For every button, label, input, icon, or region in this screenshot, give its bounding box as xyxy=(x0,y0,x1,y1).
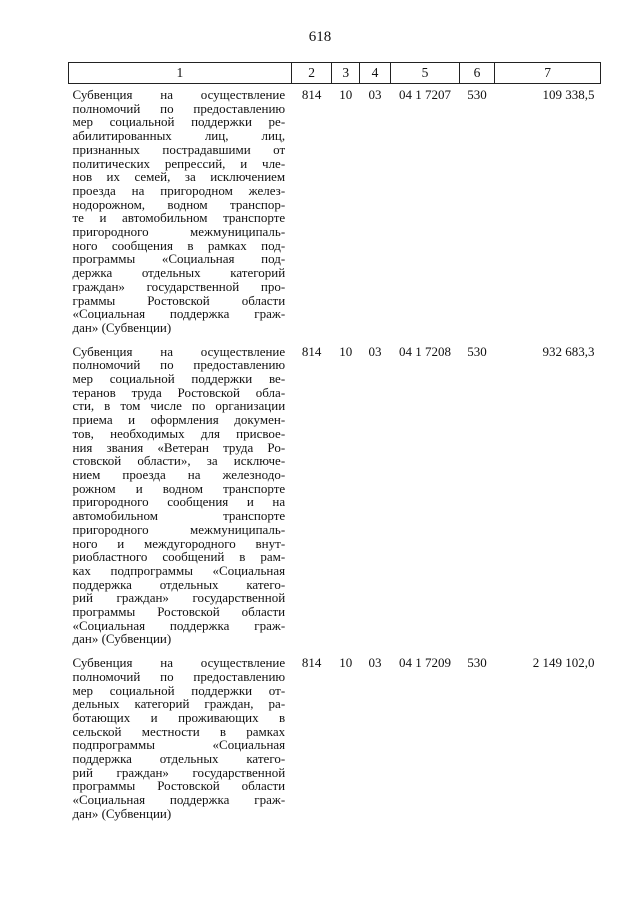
target-article-code: 04 1 7207 xyxy=(398,87,451,102)
description-line: поддержка отдельных катего- xyxy=(72,751,286,767)
description-line: «Социальная поддержка граж- xyxy=(72,617,286,633)
table-row xyxy=(69,84,601,341)
header-col-1: 1 xyxy=(69,63,292,84)
description-line: стовской области», за исключе- xyxy=(72,453,286,469)
description-line: граммы Ростовской области xyxy=(72,292,286,308)
description-line: программы Ростовской области xyxy=(72,778,286,794)
description-line: держка отдельных категорий xyxy=(72,265,286,281)
target-article-code: 04 1 7209 xyxy=(398,655,451,671)
ministry-code: 814 xyxy=(301,87,322,102)
description-line: признанных пострадавшими от xyxy=(72,141,286,157)
section-code: 10 xyxy=(339,655,353,671)
description-line: дан» (Субвенции) xyxy=(72,631,172,647)
row-description xyxy=(69,341,292,652)
description-line: Субвенция на осуществление xyxy=(72,87,286,102)
description-line: автомобильном транспорте xyxy=(72,508,286,524)
description-line: Субвенция на осуществление xyxy=(72,343,286,359)
description-line: Субвенция на осуществление xyxy=(72,655,286,671)
description-line: тов, необходимых для присвое- xyxy=(72,425,286,441)
description-line: полномочий по предоставлению xyxy=(72,668,286,684)
description-line: сельской местности в рамках xyxy=(72,723,286,739)
description-line: теранов труда Ростовской обла- xyxy=(72,384,286,400)
description-line: нодорожном, водном транспор- xyxy=(72,196,286,212)
description-line: мер социальной поддержки ре- xyxy=(72,114,286,130)
header-col-5: 5 xyxy=(391,63,460,84)
description-line: мер социальной поддержки ве- xyxy=(72,371,286,387)
description-line: риобластного сообщений в рам- xyxy=(72,549,286,565)
description-line: те и автомобильном транспорте xyxy=(72,210,286,226)
amount: 932 683,3 xyxy=(542,343,595,359)
description-line: ках подпрограммы «Социальная xyxy=(72,562,286,578)
description-line: программы Ростовской области xyxy=(72,604,286,620)
description-line: дан» (Субвенции) xyxy=(72,319,172,335)
description-line: полномочий по предоставлению xyxy=(72,357,286,373)
table-row xyxy=(69,341,601,652)
description-line: граждан» государственной про- xyxy=(72,278,286,294)
amount: 2 149 102,0 xyxy=(532,655,595,671)
description-line: поддержка отдельных катего- xyxy=(72,576,286,592)
ministry-code: 814 xyxy=(301,655,322,671)
section-code: 10 xyxy=(339,343,353,359)
expense-type-code: 530 xyxy=(467,655,487,671)
description-line: ния звания «Ветеран труда Ро- xyxy=(72,439,286,455)
description-line: мер социальной поддержки от- xyxy=(72,682,286,698)
amount: 109 338,5 xyxy=(542,87,595,102)
description-line: пригородного межмуниципаль- xyxy=(72,224,286,240)
description-line: подпрограммы «Социальная xyxy=(72,737,286,753)
description-line: ного и междугородного внут- xyxy=(72,535,286,551)
description-line: дельных категорий граждан, ра- xyxy=(72,696,286,712)
row-description xyxy=(69,84,292,341)
description-line: ного сообщения в рамках под- xyxy=(72,237,286,253)
subsection-code: 03 xyxy=(368,655,382,671)
header-col-2: 2 xyxy=(291,63,332,84)
description-line: рий граждан» государственной xyxy=(72,764,286,780)
description-line: нов их семей, за исключением xyxy=(72,169,286,185)
subsection-code: 03 xyxy=(368,87,382,102)
description-line: рожном и водном транспорте xyxy=(72,480,286,496)
header-col-7: 7 xyxy=(495,63,601,84)
description-line: рий граждан» государственной xyxy=(72,590,286,606)
description-line: проезда на пригородном желез- xyxy=(72,182,286,198)
table-body xyxy=(69,84,601,827)
budget-table xyxy=(68,62,601,827)
expense-type-code: 530 xyxy=(467,87,487,102)
table-row xyxy=(69,652,601,826)
row-description xyxy=(69,652,292,826)
description-line: дан» (Субвенции) xyxy=(72,805,172,821)
header-col-6: 6 xyxy=(459,63,494,84)
description-line: полномочий по предоставлению xyxy=(72,100,286,116)
description-line: программы «Социальная под- xyxy=(72,251,286,267)
description-line: абилитированных лиц, лиц, xyxy=(72,128,286,144)
header-row xyxy=(69,63,601,84)
description-line: «Социальная поддержка граж- xyxy=(72,792,286,808)
page-number: 618 xyxy=(308,29,332,45)
ministry-code: 814 xyxy=(301,343,322,359)
subsection-code: 03 xyxy=(368,343,382,359)
description-line: пригородного сообщения и на xyxy=(72,494,286,510)
description-line: пригородного межмуниципаль- xyxy=(72,521,286,537)
expense-type-code: 530 xyxy=(467,343,487,359)
section-code: 10 xyxy=(339,87,353,102)
header-col-3: 3 xyxy=(332,63,360,84)
description-line: ботающих и проживающих в xyxy=(72,709,286,725)
target-article-code: 04 1 7208 xyxy=(398,343,451,359)
description-line: политических репрессий, и чле- xyxy=(72,155,286,171)
description-line: приема и оформления докумен- xyxy=(72,412,286,428)
description-line: нием проезда на железнодо- xyxy=(72,466,286,482)
header-col-4: 4 xyxy=(359,63,390,84)
description-line: сти, в том числе по организации xyxy=(72,398,286,414)
description-line: «Социальная поддержка граж- xyxy=(72,306,286,322)
